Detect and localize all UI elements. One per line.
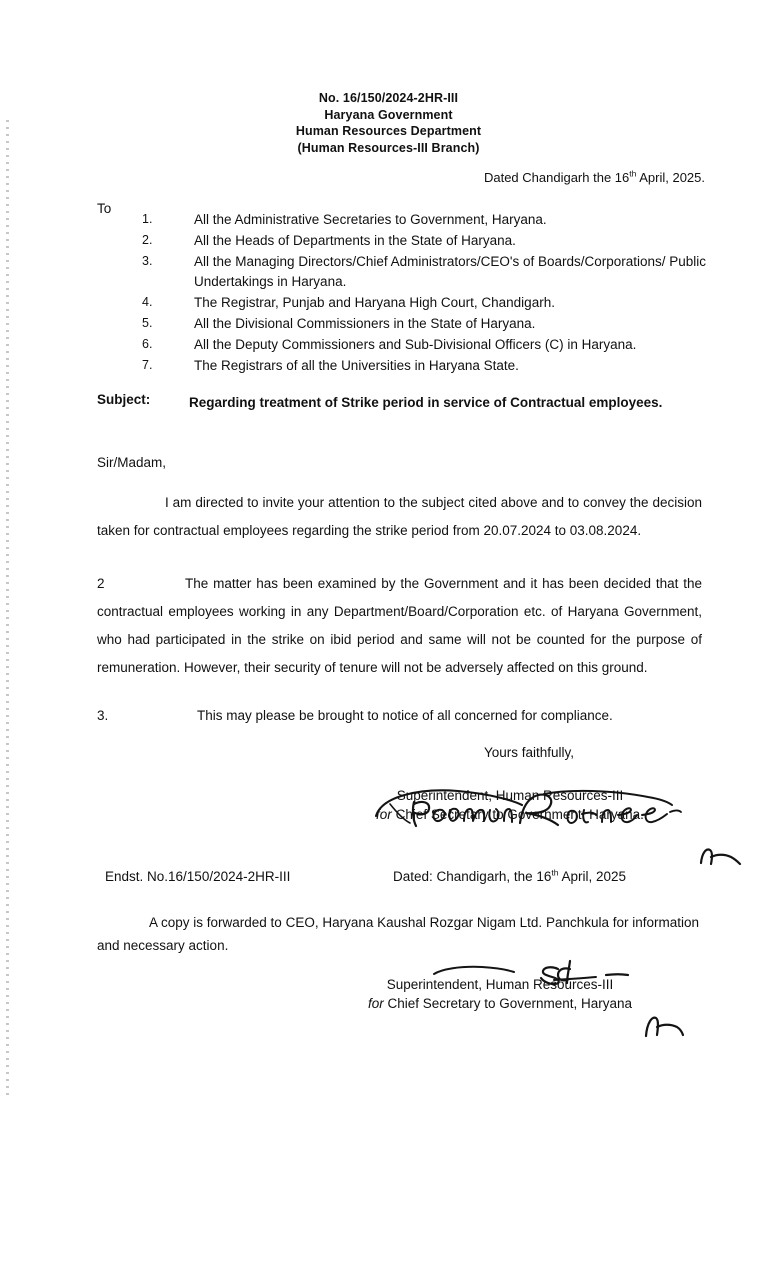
addressee-number: 2. bbox=[142, 233, 153, 247]
addressee-number: 1. bbox=[142, 212, 153, 226]
addressee-text: All the Heads of Departments in the State of Haryana. bbox=[194, 233, 516, 248]
authority-text: Chief Secretary to Government, Haryana. bbox=[391, 807, 644, 822]
subject-text: Regarding treatment of Strike period in service of Contractual employees. bbox=[189, 395, 663, 410]
copy-forwarded-text: A copy is forwarded to CEO, Haryana Kaushal Rozgar Nigam Ltd. Panchkula for information and necessary action. bbox=[97, 915, 700, 953]
addressee-number: 4. bbox=[142, 294, 153, 309]
initials-mark-icon bbox=[640, 1011, 686, 1041]
endorsement-date bbox=[393, 869, 626, 884]
endorsement-date-prefix: Dated: Chandigarh, the 16 bbox=[393, 869, 552, 884]
salutation: Sir/Madam, bbox=[97, 455, 167, 470]
government-name: Haryana Government bbox=[324, 107, 453, 122]
addressee-number: 6. bbox=[142, 336, 153, 351]
endorsement-date-ordinal: th bbox=[551, 867, 559, 878]
addressee-text: The Registrar, Punjab and Haryana High Court, Chandigarh. bbox=[194, 294, 555, 310]
dateline-suffix: April, 2025. bbox=[636, 170, 705, 185]
closing-salutation: Yours faithfully, bbox=[484, 745, 575, 760]
signature-block-primary bbox=[300, 786, 720, 824]
addressee-number: 3. bbox=[142, 254, 153, 268]
document-header bbox=[0, 90, 777, 156]
list-item bbox=[142, 252, 742, 291]
dateline bbox=[484, 170, 705, 185]
addressee-list bbox=[142, 210, 742, 377]
addressee-number: 5. bbox=[142, 315, 153, 330]
branch-name: (Human Resources-III Branch) bbox=[297, 140, 480, 155]
paragraph-1-text: I am directed to invite your attention to the subject cited above and to convey the decision taken for contractual employees regarding the strike period from 20.07.2024 to 03.08.2024. bbox=[97, 495, 702, 538]
addressee-text: All the Managing Directors/Chief Administrators/CEO's of Boards/Corporations/ Public Undertakings in Haryana. bbox=[194, 254, 707, 289]
addressee-text: The Registrars of all the Universities in Haryana State. bbox=[194, 357, 519, 373]
endorsement-number: Endst. No.16/150/2024-2HR-III bbox=[105, 869, 291, 884]
to-label: To bbox=[97, 201, 112, 216]
body-paragraph-3 bbox=[97, 702, 702, 730]
list-item bbox=[142, 356, 742, 376]
for-word: for bbox=[376, 807, 392, 822]
signatory-authority bbox=[300, 805, 720, 824]
initials-mark-icon bbox=[697, 843, 743, 869]
copy-forwarded-paragraph bbox=[97, 911, 707, 957]
reference-number: No. 16/150/2024-2HR-III bbox=[318, 91, 459, 105]
subject-label: Subject: bbox=[97, 392, 151, 407]
list-item bbox=[142, 335, 742, 355]
authority-text: Chief Secretary to Government, Haryana bbox=[383, 996, 633, 1011]
subject-block bbox=[97, 392, 702, 414]
body-paragraph-1 bbox=[97, 489, 702, 545]
endorsement-date-suffix: April, 2025 bbox=[558, 869, 627, 884]
addressee-number: 7. bbox=[142, 357, 153, 372]
department-name: Human Resources Department bbox=[295, 124, 482, 138]
addressee-text: All the Deputy Commissioners and Sub-Divisional Officers (C) in Haryana. bbox=[194, 336, 637, 352]
for-word: for bbox=[367, 996, 384, 1011]
list-item bbox=[142, 293, 742, 313]
addressee-text: All the Divisional Commissioners in the State of Haryana. bbox=[194, 315, 536, 331]
signatory-designation: Superintendent, Human Resources-III bbox=[396, 788, 624, 803]
dateline-ordinal: th bbox=[629, 168, 637, 179]
list-item bbox=[142, 231, 742, 251]
body-paragraph-2 bbox=[97, 570, 702, 682]
addressee-text: All the Administrative Secretaries to Government, Haryana. bbox=[194, 212, 547, 227]
dateline-prefix: Dated Chandigarh the 16 bbox=[483, 170, 630, 185]
list-item bbox=[142, 210, 742, 230]
paragraph-2-number: 2 bbox=[97, 576, 105, 591]
paragraph-2-text: The matter has been examined by the Government and it has been decided that the contractual employees working in any Department/Board/Corporation etc. of Haryana Government, who had participated in the strike on ibid period and same will not be counted for the purpose of remuneration. However, their security of tenure will not be adversely affected on this ground. bbox=[97, 576, 702, 675]
paragraph-3-text: This may please be brought to notice of all concerned for compliance. bbox=[197, 708, 613, 723]
signature-block-endorsement bbox=[280, 975, 720, 1013]
paragraph-3-number: 3. bbox=[97, 708, 109, 723]
signatory-designation: Superintendent, Human Resources-III bbox=[386, 977, 614, 992]
list-item bbox=[142, 314, 742, 334]
